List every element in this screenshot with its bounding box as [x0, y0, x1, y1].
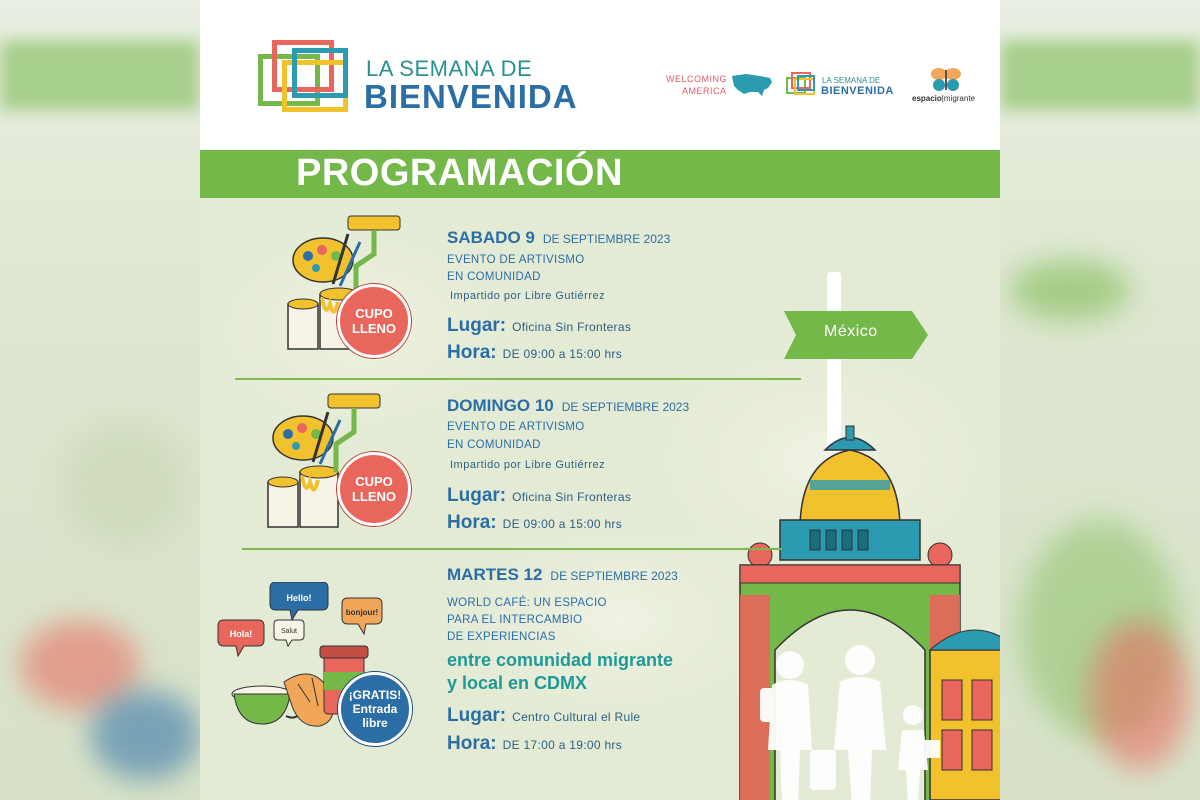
backdrop-blob — [60, 420, 190, 550]
event-hora: Hora: DE 09:00 a 15:00 hrs — [447, 512, 623, 533]
event-date: DE SEPTIEMBRE 2023 — [542, 232, 671, 246]
bubble-text: Salut — [281, 628, 297, 635]
hora-value: DE 17:00 a 19:00 hrs — [502, 738, 623, 752]
event-title-line2: EN COMUNIDAD — [447, 271, 541, 283]
backdrop-green-band — [0, 40, 200, 110]
semana-partner-logo — [786, 72, 904, 102]
welcoming-text: WELCOMING — [666, 74, 728, 84]
event-title-line2: PARA EL INTERCAMBIO — [447, 614, 583, 626]
event-divider — [242, 548, 782, 550]
event-day: SABADO 9 DE SEPTIEMBRE 2023 — [447, 228, 671, 247]
badge-line2: LLENO — [351, 321, 397, 336]
event-title-line1: EVENTO DE ARTIVISMO — [447, 421, 585, 433]
header-bar — [200, 0, 1000, 150]
event-title-line3: DE EXPERIENCIAS — [447, 631, 556, 643]
backdrop-blob — [1010, 260, 1130, 320]
mini-title-1: LA SEMANA DE — [822, 76, 881, 85]
badge-line2: LLENO — [351, 489, 397, 504]
event-highlight-line1: entre comunidad migrante — [447, 650, 674, 670]
badge-line3: libre — [362, 716, 388, 730]
blurred-backdrop-left — [0, 0, 200, 800]
bubble-text: bonjour! — [345, 608, 379, 617]
semana-mini-icon — [786, 72, 816, 96]
event-day: MARTES 12 DE SEPTIEMBRE 2023 — [447, 565, 678, 584]
event-divider — [235, 378, 801, 380]
badge-line1: CUPO — [355, 474, 393, 489]
backdrop-green-band — [1000, 40, 1200, 110]
cupo-lleno-badge — [337, 452, 411, 526]
event-lugar: Lugar: Oficina Sin Fronteras — [447, 315, 632, 336]
semana-logo-icon — [258, 40, 350, 114]
backdrop-blob — [1090, 620, 1190, 770]
event-date: DE SEPTIEMBRE 2023 — [561, 400, 690, 414]
hora-value: DE 09:00 a 15:00 hrs — [502, 347, 623, 361]
hora-value: DE 09:00 a 15:00 hrs — [502, 517, 623, 531]
backdrop-blob — [90, 690, 200, 780]
page-title: PROGRAMACIÓN — [296, 152, 623, 194]
lugar-value: Centro Cultural el Rule — [512, 710, 641, 724]
lugar-value: Oficina Sin Fronteras — [512, 320, 632, 334]
event-poster — [200, 0, 1000, 800]
america-text: AMERICA — [682, 86, 727, 96]
mexico-sign — [784, 309, 930, 361]
badge-line1: CUPO — [355, 306, 393, 321]
event-hora: Hora: DE 17:00 a 19:00 hrs — [447, 733, 623, 754]
gratis-badge — [338, 672, 412, 746]
bubble-text: Hello! — [286, 593, 312, 603]
welcoming-america-logo — [666, 72, 776, 102]
title-bar — [200, 150, 1000, 198]
event-title-line1: EVENTO DE ARTIVISMO — [447, 254, 585, 266]
event-instructor: Impartido por Libre Gutiérrez — [450, 290, 606, 302]
event-highlight-line2: y local en CDMX — [447, 673, 588, 693]
espacio-migrante-text: espacio|migrante — [912, 94, 975, 103]
sign-label: México — [824, 323, 878, 340]
event-title-line1: WORLD CAFÉ: UN ESPACIO — [447, 597, 607, 609]
butterfly-icon — [928, 66, 964, 94]
espacio-migrante-logo — [910, 66, 986, 108]
usa-map-icon — [730, 70, 774, 100]
event-lugar: Lugar: Centro Cultural el Rule — [447, 705, 641, 726]
event-lugar: Lugar: Oficina Sin Fronteras — [447, 485, 632, 506]
lugar-value: Oficina Sin Fronteras — [512, 490, 632, 504]
mini-title-2: BIENVENIDA — [821, 85, 894, 97]
logo-title-line2: BIENVENIDA — [364, 78, 578, 115]
event-title-line2: EN COMUNIDAD — [447, 439, 541, 451]
logo-title-line1: LA SEMANA DE — [366, 56, 533, 81]
event-day: DOMINGO 10 DE SEPTIEMBRE 2023 — [447, 396, 690, 415]
badge-line2: Entrada — [352, 702, 398, 716]
event-date: DE SEPTIEMBRE 2023 — [550, 569, 678, 583]
badge-line1: ¡GRATIS! — [348, 688, 402, 702]
event-instructor: Impartido por Libre Gutiérrez — [450, 459, 606, 471]
blurred-backdrop-right — [1000, 0, 1200, 800]
event-hora: Hora: DE 09:00 a 15:00 hrs — [447, 342, 623, 363]
monument-illustration — [720, 420, 1000, 800]
cupo-lleno-badge — [337, 284, 411, 358]
bubble-text: Hola! — [229, 629, 253, 639]
